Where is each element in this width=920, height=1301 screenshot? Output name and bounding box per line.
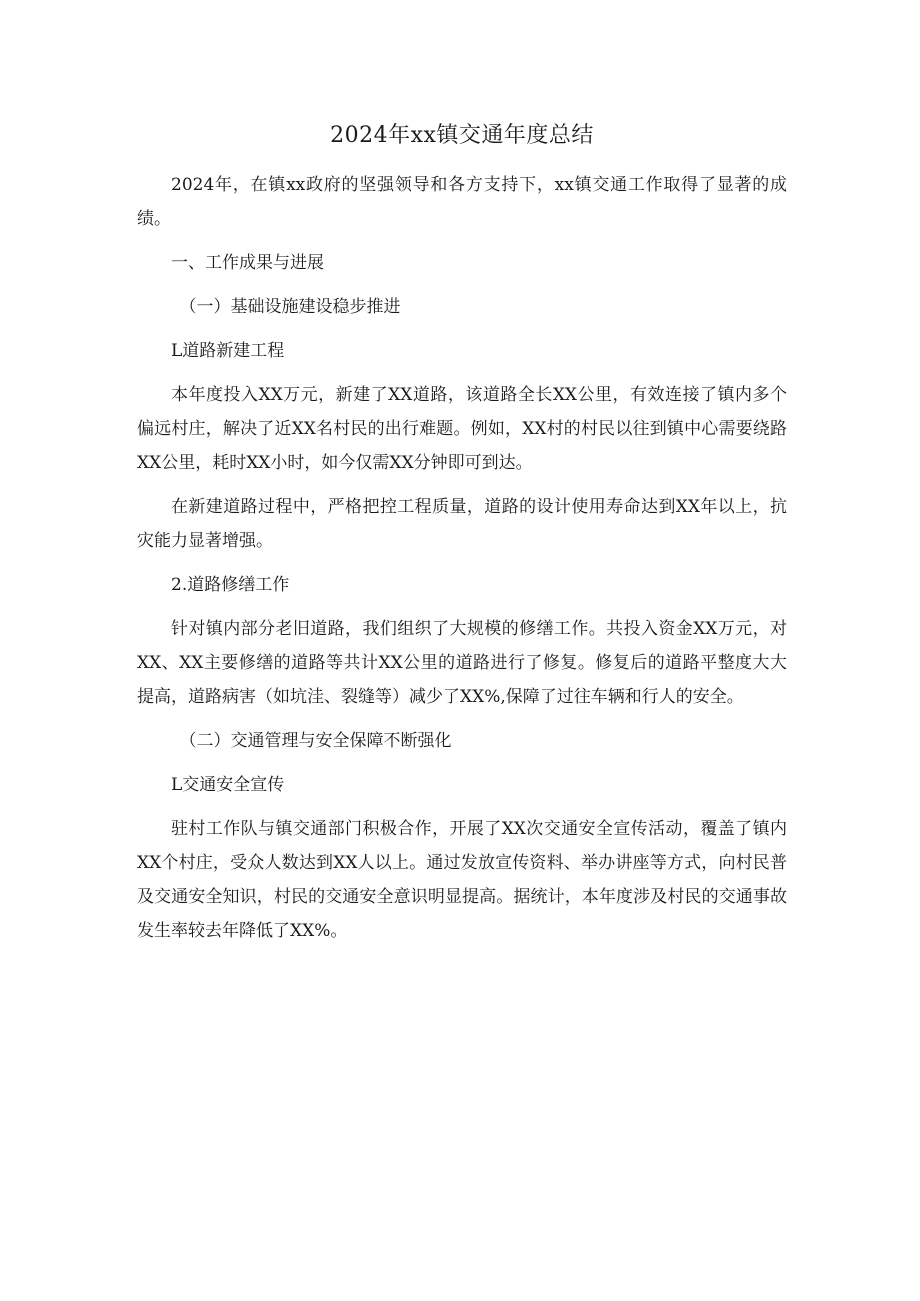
- body-paragraph: 针对镇内部分老旧道路，我们组织了大规模的修缮工作。共投入资金XX万元，对XX、XX主要修缮的道路等共计XX公里的道路进行了修复。修复后的道路平整度大大提高，道路病害（如坑洼、裂缝等）减少了XX%,保障了过往车辆和行人的安全。: [137, 619, 787, 707]
- item-heading: L道路新建工程: [171, 341, 285, 361]
- subsection-heading: （二）交通管理与安全保障不断强化: [179, 731, 452, 751]
- document-title: 2024年xx镇交通年度总结: [330, 123, 594, 148]
- item-heading: 2.道路修缮工作: [171, 575, 290, 595]
- body-paragraph: 在新建道路过程中，严格把控工程质量，道路的设计使用寿命达到XX年以上，抗灾能力显著增强。: [137, 497, 787, 551]
- body-paragraph: 驻村工作队与镇交通部门积极合作，开展了XX次交通安全宣传活动，覆盖了镇内XX个村庄，受众人数达到XX人以上。通过发放宣传资料、举办讲座等方式，向村民普及交通安全知识，村民的交通安全意识明显提高。据统计，本年度涉及村民的交通事故发生率较去年降低了XX%。: [137, 819, 787, 941]
- section-heading: 一、工作成果与进展: [171, 253, 324, 273]
- item-heading: L交通安全宣传: [171, 775, 285, 795]
- intro-paragraph: 2024年，在镇xx政府的坚强领导和各方支持下，xx镇交通工作取得了显著的成绩。: [137, 175, 787, 229]
- subsection-heading: （一）基础设施建设稳步推进: [179, 297, 401, 317]
- document-page: [137, 118, 787, 948]
- body-paragraph: 本年度投入XX万元，新建了XX道路，该道路全长XX公里，有效连接了镇内多个偏远村庄，解决了近XX名村民的出行难题。例如，XX村的村民以往到镇中心需要绕路XX公里，耗时XX小时，如今仅需XX分钟即可到达。: [137, 385, 787, 473]
